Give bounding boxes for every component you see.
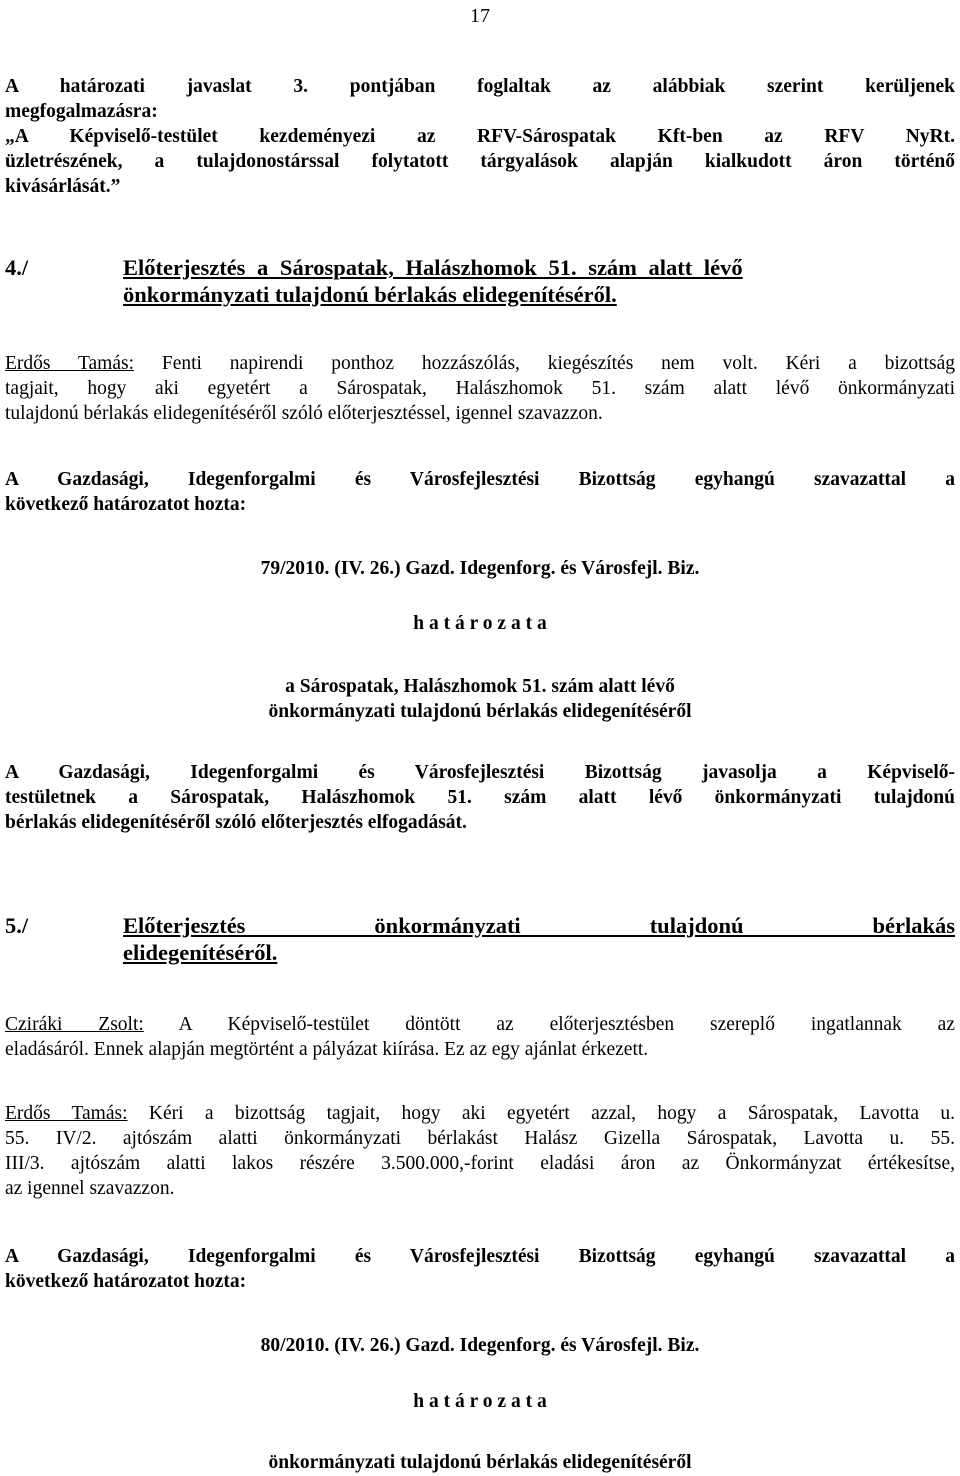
resolution-decision	[5, 760, 955, 835]
intro-line: üzletrészének, a tulajdonostárssal folytatott tárgyalások alapján kialkudott áron történő	[5, 151, 955, 172]
intro-line: „A Képviselő-testület kezdeményezi az RFV-Sárospatak Kft-ben az RFV NyRt.	[5, 126, 955, 147]
decision-line: testületnek a Sárospatak, Halászhomok 51. szám alatt lévő önkormányzati tulajdonú	[5, 787, 955, 808]
speech-text: A Képviselő-testület döntött az előterjesztésben szereplő ingatlannak az	[178, 1014, 955, 1035]
resolution-word: h a t á r o z a t a	[413, 613, 547, 634]
speech-line: az igennel szavazzon.	[5, 1178, 175, 1199]
intro-line: megfogalmazásra:	[5, 101, 158, 122]
section-4-heading	[5, 254, 955, 308]
section-5-speech-2	[5, 1101, 955, 1201]
speech-text: Kéri a bizottság tagjait, hogy aki egyetért azzal, hogy a Sárospatak, Lavotta u.	[148, 1103, 955, 1124]
resolution-word: h a t á r o z a t a	[413, 1391, 547, 1412]
section-title-line: önkormányzati tulajdonú bérlakás elidegenítéséről.	[123, 282, 617, 307]
speech-line: tagjait, hogy aki egyetért a Sárospatak, Halászhomok 51. szám alatt lévő önkormányzati	[5, 378, 955, 399]
resolution-subject: önkormányzati tulajdonú bérlakás elidegenítéséről	[268, 1452, 692, 1473]
section-4-speech	[5, 351, 955, 426]
resolution-subject	[5, 674, 955, 724]
section-number: 4./	[5, 255, 29, 280]
section-number: 5./	[5, 913, 29, 938]
intro-line: kivásárlását.”	[5, 176, 121, 197]
speaker-name: Erdős Tamás:	[5, 1103, 128, 1124]
speaker-name: Erdős Tamás:	[5, 353, 135, 374]
speech-line: III/3. ajtószám alatti lakos részére 3.500.000,-forint eladási áron az Önkormányzat értékesítse,	[5, 1153, 955, 1174]
speech-line	[5, 1012, 955, 1037]
document-page	[5, 0, 955, 1476]
vote-line: következő határozatot hozta:	[5, 1271, 247, 1292]
section-5-vote	[5, 1244, 955, 1294]
vote-line: következő határozatot hozta:	[5, 494, 247, 515]
speech-line: 55. IV/2. ajtószám alatti önkormányzati bérlakást Halász Gizella Sárospatak, Lavotta u. 55.	[5, 1128, 955, 1149]
vote-line: A Gazdasági, Idegenforgalmi és Városfejlesztési Bizottság egyhangú szavazattal a	[5, 469, 955, 490]
page-number: 17	[470, 5, 490, 27]
vote-line: A Gazdasági, Idegenforgalmi és Városfejlesztési Bizottság egyhangú szavazattal a	[5, 1246, 955, 1267]
section-title-line: Előterjesztés önkormányzati tulajdonú bérlakás	[123, 913, 955, 938]
decision-line: bérlakás elidegenítéséről szóló előterjesztés elfogadását.	[5, 812, 467, 833]
section-title-line: Előterjesztés a Sárospatak, Halászhomok 51. szám alatt lévő	[123, 255, 743, 280]
decision-line: A Gazdasági, Idegenforgalmi és Városfejlesztési Bizottság javasolja a Képviselő-	[5, 762, 955, 783]
speech-line: tulajdonú bérlakás elidegenítéséről szóló előterjesztéssel, igennel szavazzon.	[5, 403, 603, 424]
speech-line	[5, 1101, 955, 1126]
subject-line: a Sárospatak, Halászhomok 51. szám alatt lévő	[285, 676, 675, 697]
speaker-name: Cziráki Zsolt:	[5, 1014, 144, 1035]
subject-line: önkormányzati tulajdonú bérlakás elidegenítéséről	[268, 701, 692, 722]
speech-line	[5, 351, 955, 376]
section-4-vote	[5, 467, 955, 517]
section-title-line: elidegenítéséről.	[123, 940, 278, 965]
resolution-number: 79/2010. (IV. 26.) Gazd. Idegenforg. és Városfejl. Biz.	[260, 558, 700, 579]
speech-text: Fenti napirendi ponthoz hozzászólás, kiegészítés nem volt. Kéri a bizottság	[161, 353, 955, 374]
section-5-speech-1	[5, 1012, 955, 1062]
section-5-heading	[5, 912, 955, 966]
resolution-number: 80/2010. (IV. 26.) Gazd. Idegenforg. és Városfejl. Biz.	[260, 1335, 700, 1356]
intro-line: A határozati javaslat 3. pontjában foglaltak az alábbiak szerint kerüljenek	[5, 76, 955, 97]
intro-paragraph	[5, 74, 955, 199]
speech-line: eladásáról. Ennek alapján megtörtént a pályázat kiírása. Ez az egy ajánlat érkezett.	[5, 1039, 649, 1060]
